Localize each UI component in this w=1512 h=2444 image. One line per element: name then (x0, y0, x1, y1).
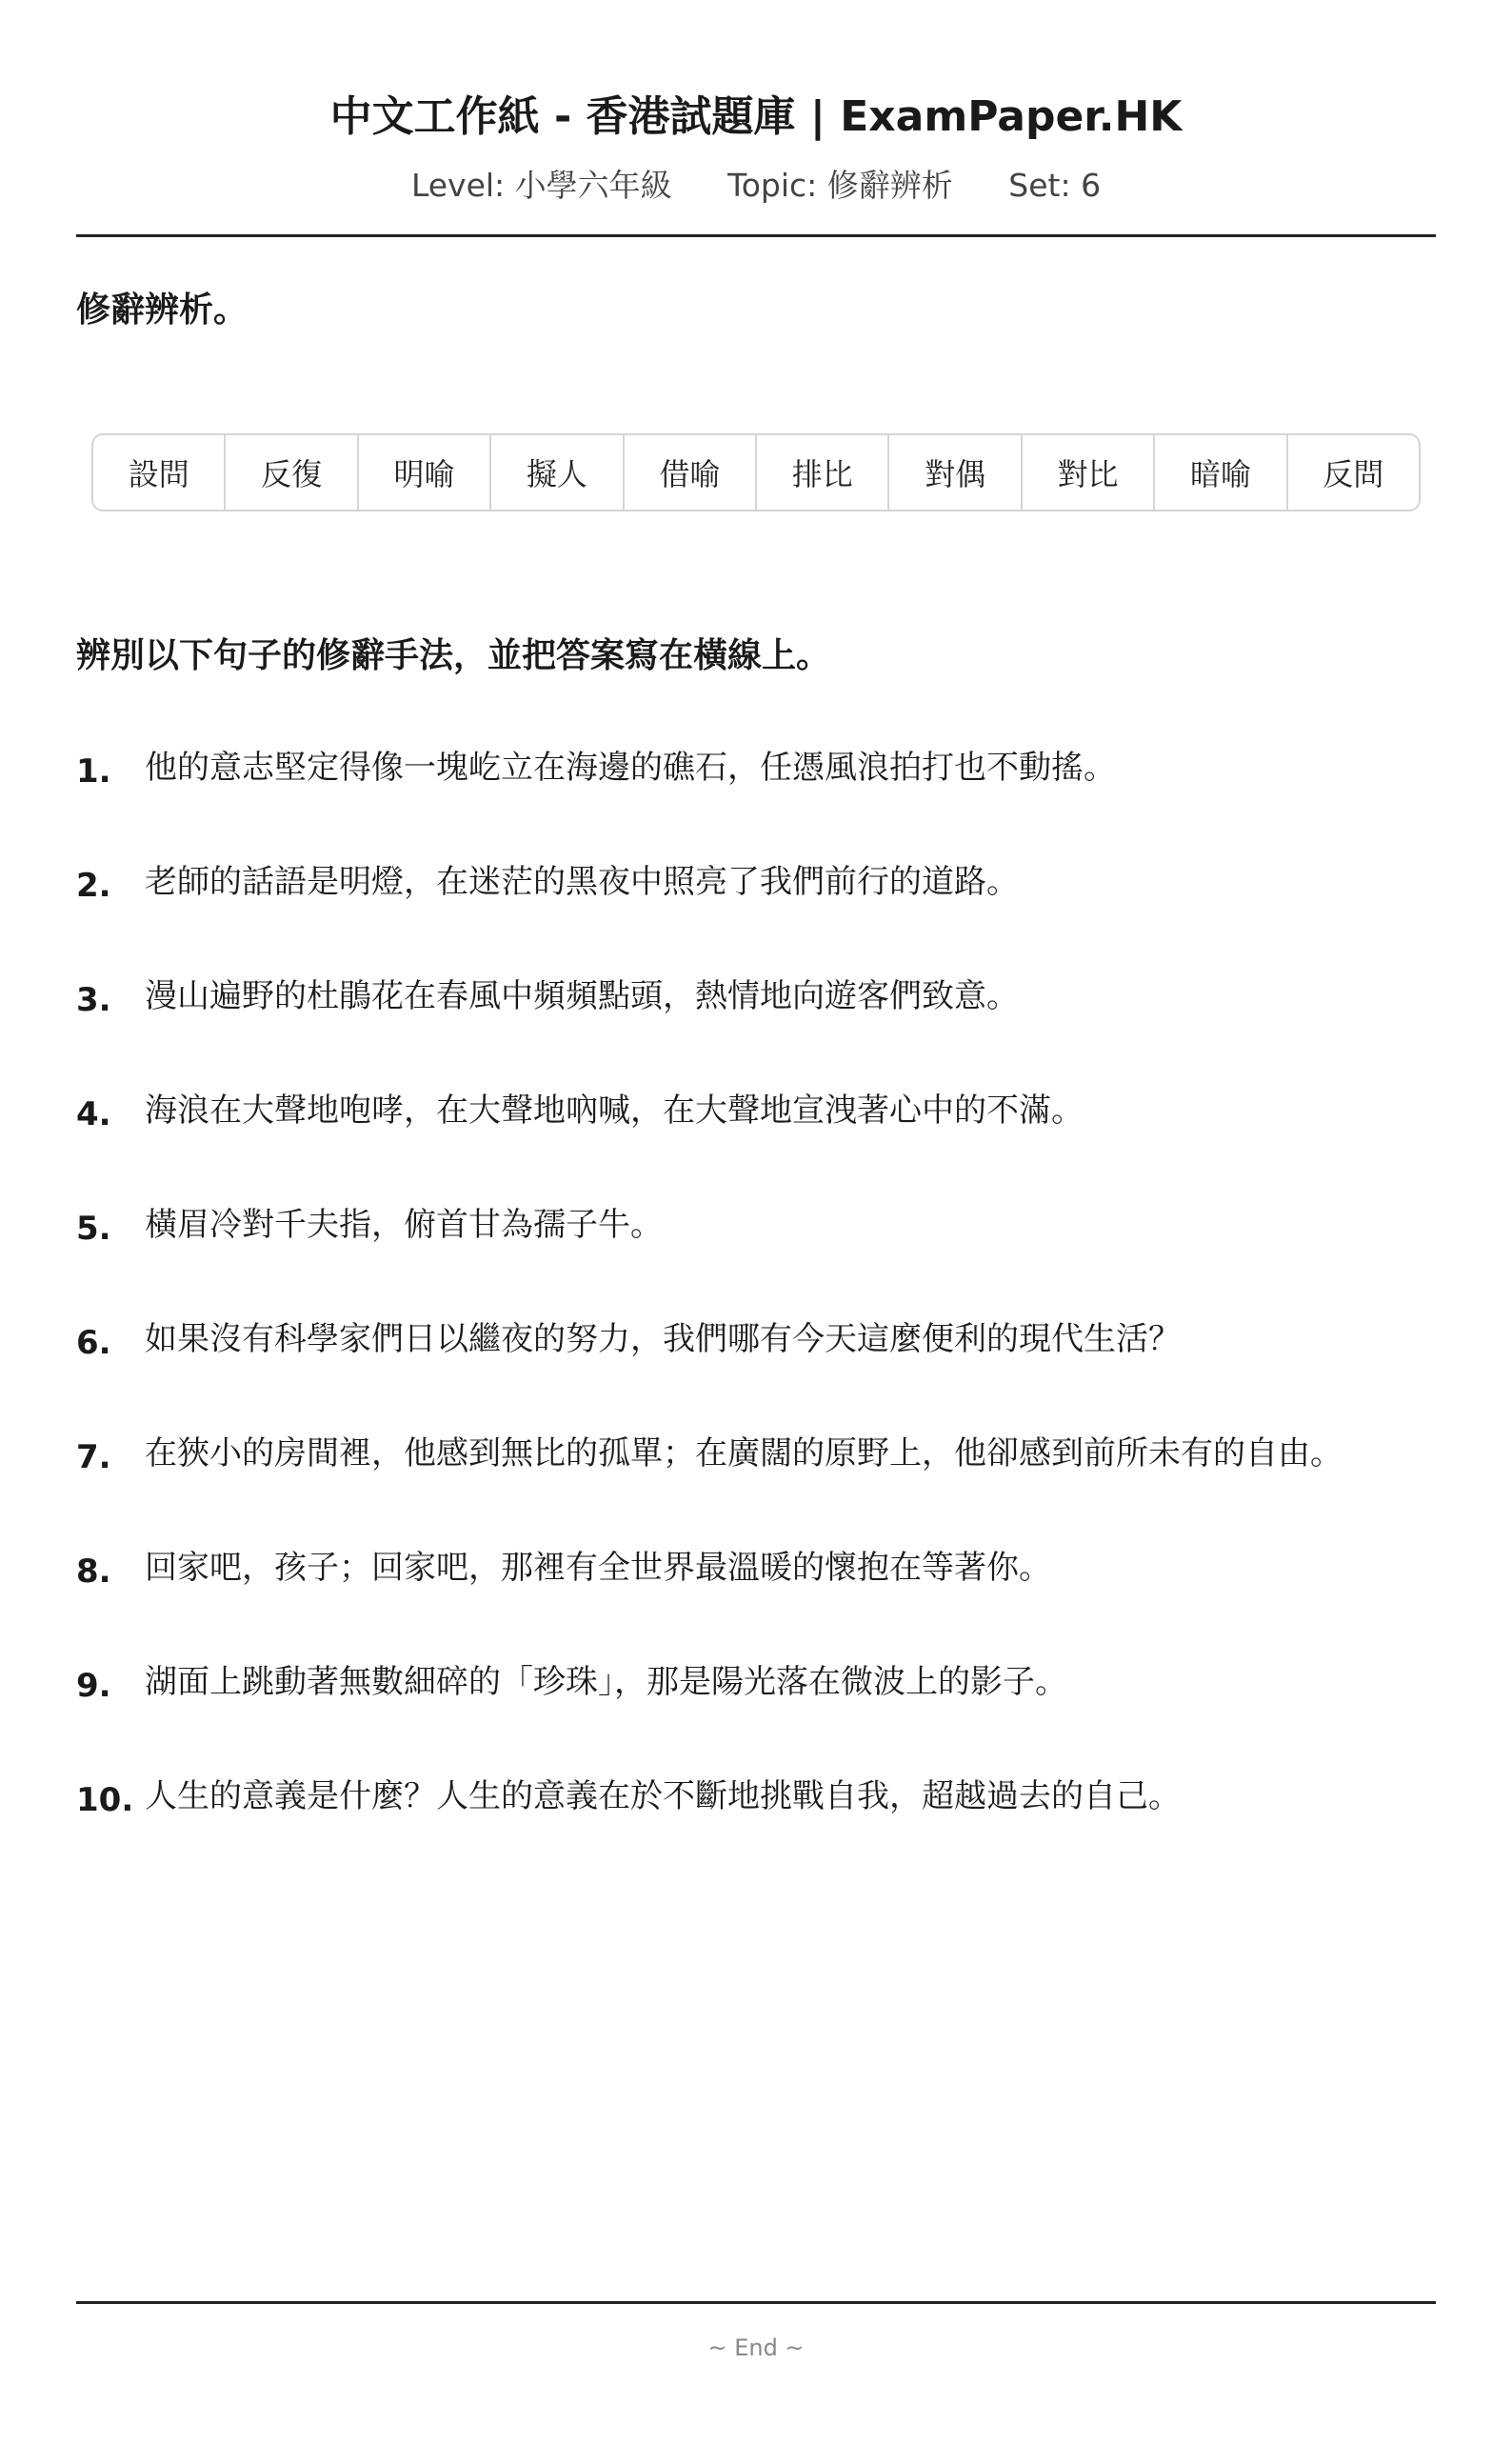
question-item (76, 857, 1436, 972)
question-item (76, 1543, 1436, 1657)
word-bank-item: 明喻 (359, 435, 491, 510)
topic-label: Topic: 修辭辨析 (727, 167, 953, 204)
question-number: 8. (76, 1553, 111, 1591)
section-heading-instructions: 辨別以下句子的修辭手法，並把答案寫在橫線上。 (76, 636, 831, 675)
question-item (76, 1657, 1436, 1772)
page-title: 中文工作紙 - 香港試題庫 | ExamPaper.HK (329, 92, 1183, 141)
question-number: 3. (76, 981, 111, 1019)
question-item (76, 1200, 1436, 1314)
word-bank (91, 433, 1421, 511)
section-heading-rhetoric: 修辭辨析。 (76, 290, 249, 330)
question-text: 人生的意義是什麼？人生的意義在於不斷地挑戰自我，超越過去的自己。 (145, 1777, 1181, 1815)
question-text: 海浪在大聲地咆哮，在大聲地吶喊，在大聲地宣洩著心中的不滿。 (145, 1092, 1084, 1130)
question-item (76, 972, 1436, 1086)
question-item (76, 743, 1436, 857)
footer-divider (76, 2301, 1436, 2304)
question-number: 9. (76, 1667, 111, 1705)
question-text: 回家吧，孩子；回家吧，那裡有全世界最溫暖的懷抱在等著你。 (145, 1549, 1051, 1587)
question-item (76, 1314, 1436, 1429)
question-number: 6. (76, 1324, 111, 1362)
footer-end-marker: ~ End ~ (707, 2334, 805, 2361)
level-label: Level: 小學六年級 (410, 167, 672, 204)
question-text: 如果沒有科學家們日以繼夜的努力，我們哪有今天這麼便利的現代生活？ (145, 1320, 1181, 1358)
word-bank-item: 排比 (757, 435, 889, 510)
question-number: 2. (76, 867, 111, 905)
question-list (76, 743, 1436, 1886)
word-bank-item: 反復 (226, 435, 358, 510)
question-number: 1. (76, 752, 111, 791)
worksheet-page (76, 0, 1436, 2444)
word-bank-item: 擬人 (491, 435, 624, 510)
question-text: 湖面上跳動著無數細碎的「珍珠」，那是陽光落在微波上的影子。 (145, 1663, 1067, 1701)
word-bank-item: 對偶 (889, 435, 1022, 510)
question-text: 老師的話語是明燈，在迷茫的黑夜中照亮了我們前行的道路。 (145, 863, 1019, 901)
set-label: Set: 6 (1008, 167, 1102, 204)
question-item (76, 1086, 1436, 1200)
word-bank-item: 暗喻 (1155, 435, 1287, 510)
word-bank-item: 反問 (1323, 456, 1384, 492)
question-number: 10. (76, 1781, 134, 1819)
question-text: 橫眉冷對千夫指，俯首甘為孺子牛。 (145, 1206, 663, 1244)
question-text: 在狹小的房間裡，他感到無比的孤單；在廣闊的原野上，他卻感到前所未有的自由。 (145, 1434, 1343, 1472)
question-item (76, 1429, 1436, 1543)
header-meta (76, 162, 1436, 210)
header-divider (76, 234, 1436, 237)
question-number: 5. (76, 1210, 111, 1248)
question-number: 7. (76, 1438, 111, 1476)
question-text: 他的意志堅定得像一塊屹立在海邊的礁石，任憑風浪拍打也不動搖。 (145, 749, 1116, 787)
question-text: 漫山遍野的杜鵑花在春風中頻頻點頭，熱情地向遊客們致意。 (145, 977, 1019, 1015)
question-item (76, 1772, 1436, 1886)
word-bank-item: 借喻 (625, 435, 757, 510)
question-number: 4. (76, 1095, 111, 1133)
word-bank-item: 設問 (93, 435, 226, 510)
word-bank-item: 對比 (1023, 435, 1155, 510)
